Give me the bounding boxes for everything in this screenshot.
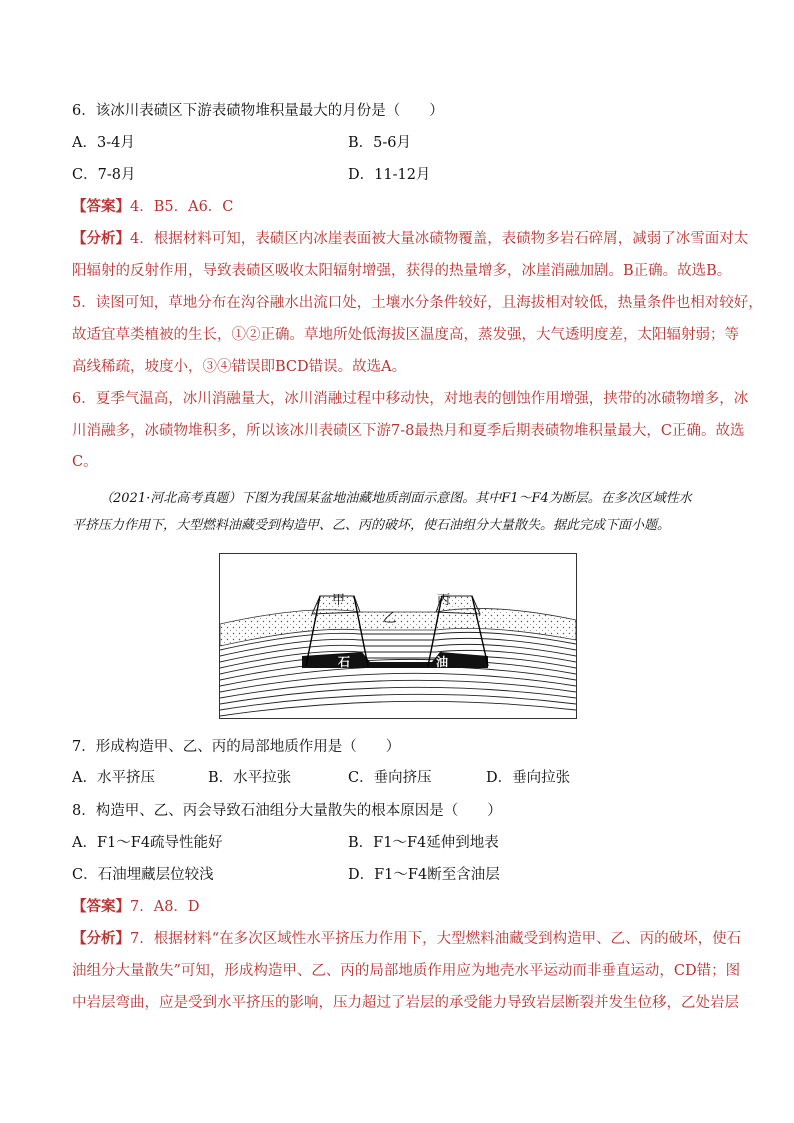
question-6-option-a: A．3-4月	[72, 135, 135, 151]
answer-block-1	[72, 197, 233, 217]
analysis-2-line-2: 油组分大量散失”可知，形成构造甲、乙、丙的局部地质作用应为地壳水平运动而非垂直运动，CD错；图	[72, 963, 741, 979]
question-8-option-b: B．F1～F4延伸到地表	[348, 835, 499, 851]
answer-text: 7．A8．D	[130, 899, 200, 915]
answer-text: 4．B5．A6．C	[130, 199, 234, 215]
rock-strata	[220, 632, 576, 716]
analysis-1-line-7: 川消融多，冰碛物堆积多，所以该冰川表碛区下游7-8最热月和夏季后期表碛物堆积量最大，C正确。故选	[72, 423, 745, 439]
intro-line-2: 平挤压力作用下，大型燃料油藏受到构造甲、乙、丙的破坏，使石油组分大量散失。据此完成下面小题。	[72, 518, 671, 533]
analysis-tag: 【分析】	[72, 930, 130, 947]
analysis-1-line-8: C。	[72, 454, 98, 470]
question-8-stem: 8．构造甲、乙、丙会导致石油组分大量散失的根本原因是（ ）	[72, 803, 502, 819]
analysis-1-line-3: 5．读图可知，草地分布在沟谷融水出流口处，土壤水分条件较好，且海拔相对较低，热量条件也相对较好，	[72, 295, 763, 311]
label-yi: 乙	[383, 611, 397, 626]
question-6-stem: 6．该冰川表碛区下游表碛物堆积量最大的月份是（ ）	[72, 103, 444, 119]
cross-section-svg	[220, 554, 576, 718]
answer-tag: 【答案】	[72, 198, 130, 215]
question-6-option-b: B．5-6月	[348, 135, 412, 151]
answer-block-2	[72, 897, 200, 917]
analysis-1-line-5: 高线稀疏，坡度小，③④错误即BCD错误。故选A。	[72, 359, 407, 375]
analysis-2-line-3: 中岩层弯曲，应是受到水平挤压的影响，压力超过了岩层的承受能力导致岩层断裂并发生位移，乙处岩层	[72, 995, 739, 1011]
analysis-1-line-6: 6．夏季气温高，冰川消融量大，冰川消融过程中移动快，对地表的刨蚀作用增强，挟带的冰碛物增多，冰	[72, 391, 749, 407]
question-6-option-c: C．7-8月	[72, 167, 136, 183]
question-8-option-a: A．F1～F4疏导性能好	[72, 835, 223, 851]
intro-line-1: （2021·河北高考真题）下图为我国某盆地油藏地质剖面示意图。其中F1～F4为断层。在多次区域性水	[100, 491, 692, 506]
geologic-cross-section-figure	[219, 553, 577, 719]
label-jia: 甲	[332, 593, 346, 608]
answer-tag: 【答案】	[72, 898, 130, 915]
question-7-option-b: B．水平拉张	[208, 770, 292, 786]
label-bing: 丙	[437, 593, 451, 608]
question-7-option-a: A．水平挤压	[72, 770, 155, 786]
analysis-tag: 【分析】	[72, 230, 130, 247]
question-8-option-c: C．石油埋藏层位较浅	[72, 867, 214, 883]
question-6-option-d: D．11-12月	[348, 167, 431, 183]
analysis-2-line-1: 【分析】7．根据材料“在多次区域性水平挤压力作用下，大型燃料油藏受到构造甲、乙、丙的破坏，使石	[72, 930, 742, 947]
label-shi: 石	[338, 655, 351, 669]
question-7-option-c: C．垂向挤压	[348, 770, 432, 786]
analysis-1-line-2: 阳辐射的反射作用，导致表碛区吸收太阳辐射增强，获得的热量增多，冰崖消融加剧。B正确。故选B。	[72, 263, 732, 279]
question-8-option-d: D．F1～F4断至含油层	[348, 867, 500, 883]
analysis-1-line-4: 故适宜草类植被的生长，①②正确。草地所处低海拔区温度高，蒸发强，大气透明度差，太阳辐射弱；等	[72, 327, 739, 343]
question-7-stem: 7．形成构造甲、乙、丙的局部地质作用是（ ）	[72, 739, 401, 755]
analysis-1-line-1: 【分析】4．根据材料可知，表碛区内冰崖表面被大量冰碛物覆盖，表碛物多岩石碎屑，减弱了冰雪面对太	[72, 230, 749, 247]
question-7-option-d: D．垂向拉张	[486, 770, 571, 786]
label-you: 油	[436, 655, 449, 669]
